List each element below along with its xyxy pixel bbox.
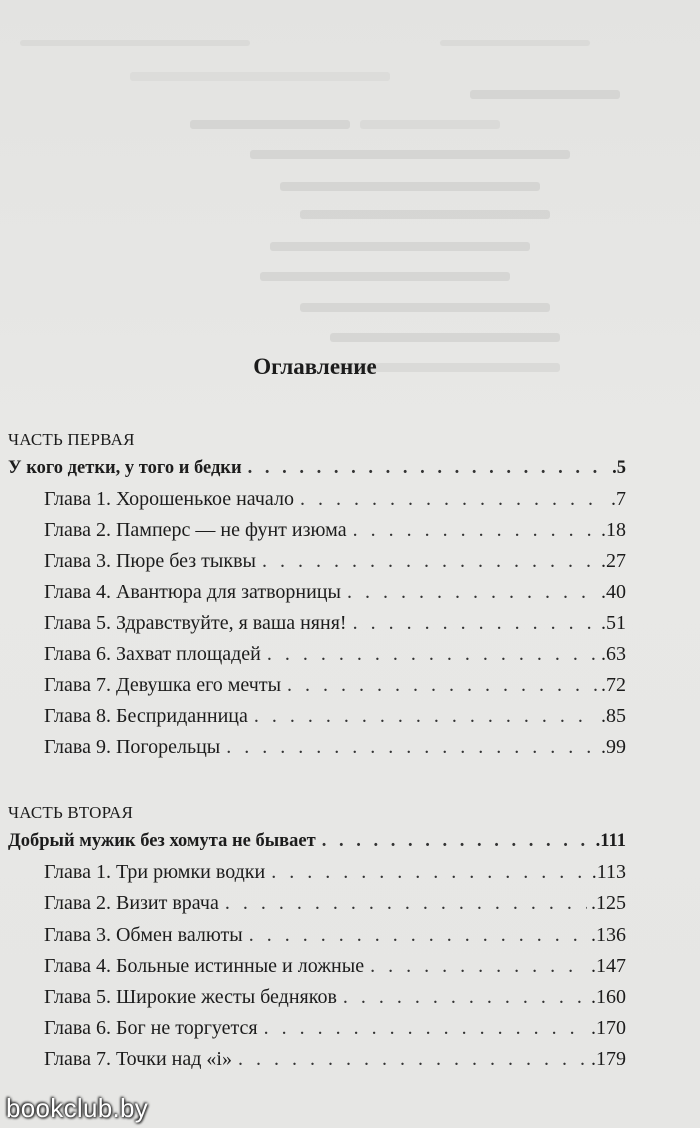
dot-leader — [262, 550, 597, 573]
entry-page: .72 — [601, 674, 626, 696]
toc-chapter-entry[interactable] — [44, 612, 626, 642]
entry-page: .125 — [591, 892, 626, 914]
dot-leader — [287, 674, 597, 697]
entry-title: Глава 2. Памперс — не фунт изюма — [44, 519, 347, 541]
toc-chapter-entry[interactable] — [44, 705, 626, 735]
entry-title: Глава 8. Бесприданница — [44, 705, 248, 727]
entry-page: .170 — [591, 1017, 626, 1039]
bleed-through-text — [0, 0, 700, 390]
entry-title: Глава 9. Погорельцы — [44, 736, 221, 758]
entry-title: Глава 1. Хорошенькое начало — [44, 488, 294, 510]
toc-chapter-entry[interactable] — [44, 736, 626, 766]
toc-chapter-entry[interactable] — [44, 488, 626, 518]
entry-page: .179 — [591, 1048, 626, 1070]
toc-part-entry[interactable] — [8, 831, 626, 861]
toc-chapter-entry[interactable] — [44, 1048, 626, 1078]
entry-page: .27 — [601, 550, 626, 572]
dot-leader — [226, 736, 597, 759]
entry-title: Глава 7. Точки над «і» — [44, 1048, 232, 1070]
dot-leader — [353, 612, 597, 635]
entry-page: .51 — [601, 612, 626, 634]
entry-page: .5 — [612, 458, 626, 478]
dot-leader — [271, 861, 588, 884]
toc-title: Оглавление — [253, 354, 377, 379]
entry-page: .99 — [601, 736, 626, 758]
toc-chapter-entry[interactable] — [44, 955, 626, 985]
part-heading: ЧАСТЬ ПЕРВАЯ — [8, 430, 135, 449]
dot-leader — [370, 955, 587, 978]
toc-chapter-entry[interactable] — [44, 924, 626, 954]
toc-chapter-entry[interactable] — [44, 581, 626, 611]
entry-title: Глава 3. Обмен валюты — [44, 924, 243, 946]
dot-leader — [347, 581, 597, 604]
dot-leader — [249, 924, 587, 947]
dot-leader — [267, 643, 597, 666]
part-heading: ЧАСТЬ ВТОРАЯ — [8, 803, 134, 822]
entry-page: .160 — [591, 986, 626, 1008]
dot-leader — [300, 488, 607, 511]
entry-title: Глава 6. Бог не торгуется — [44, 1017, 258, 1039]
toc-chapter-entry[interactable] — [44, 519, 626, 549]
site-watermark: bookclub.by — [6, 1093, 149, 1123]
entry-title: Добрый мужик без хомута не бывает — [8, 831, 316, 851]
entry-title: Глава 7. Девушка его мечты — [44, 674, 282, 696]
toc-chapter-entry[interactable] — [44, 674, 626, 704]
entry-title: Глава 5. Широкие жесты бедняков — [44, 986, 337, 1008]
entry-title: Глава 4. Авантюра для затворницы — [44, 581, 341, 603]
entry-page: .136 — [591, 924, 626, 946]
entry-page: .85 — [601, 705, 626, 727]
toc-part-entry[interactable] — [8, 458, 626, 488]
dot-leader — [254, 705, 597, 728]
dot-leader — [343, 986, 587, 1009]
dot-leader — [225, 892, 587, 915]
entry-page: .18 — [601, 519, 626, 541]
entry-title: У кого детки, у того и бедки — [8, 458, 242, 478]
dot-leader — [353, 519, 597, 542]
toc-chapter-entry[interactable] — [44, 986, 626, 1016]
toc-chapter-entry[interactable] — [44, 550, 626, 580]
entry-page: .40 — [601, 581, 626, 603]
entry-title: Глава 4. Больные истинные и ложные — [44, 955, 365, 977]
toc-chapter-entry[interactable] — [44, 892, 626, 922]
entry-title: Глава 6. Захват площадей — [44, 643, 261, 665]
entry-page: .63 — [601, 643, 626, 665]
entry-title: Глава 1. Три рюмки водки — [44, 861, 266, 883]
entry-page: .111 — [595, 831, 626, 851]
entry-page: .113 — [591, 861, 626, 883]
dot-leader — [238, 1048, 587, 1071]
toc-chapter-entry[interactable] — [44, 643, 626, 673]
dot-leader — [248, 458, 608, 479]
dot-leader — [264, 1017, 587, 1040]
entry-title: Глава 5. Здравствуйте, я ваша няня! — [44, 612, 347, 634]
entry-title: Глава 2. Визит врача — [44, 892, 219, 914]
entry-page: .147 — [591, 955, 626, 977]
entry-page: .7 — [611, 488, 626, 510]
dot-leader — [322, 831, 592, 852]
toc-chapter-entry[interactable] — [44, 861, 626, 891]
toc-chapter-entry[interactable] — [44, 1017, 626, 1047]
entry-title: Глава 3. Пюре без тыквы — [44, 550, 256, 572]
